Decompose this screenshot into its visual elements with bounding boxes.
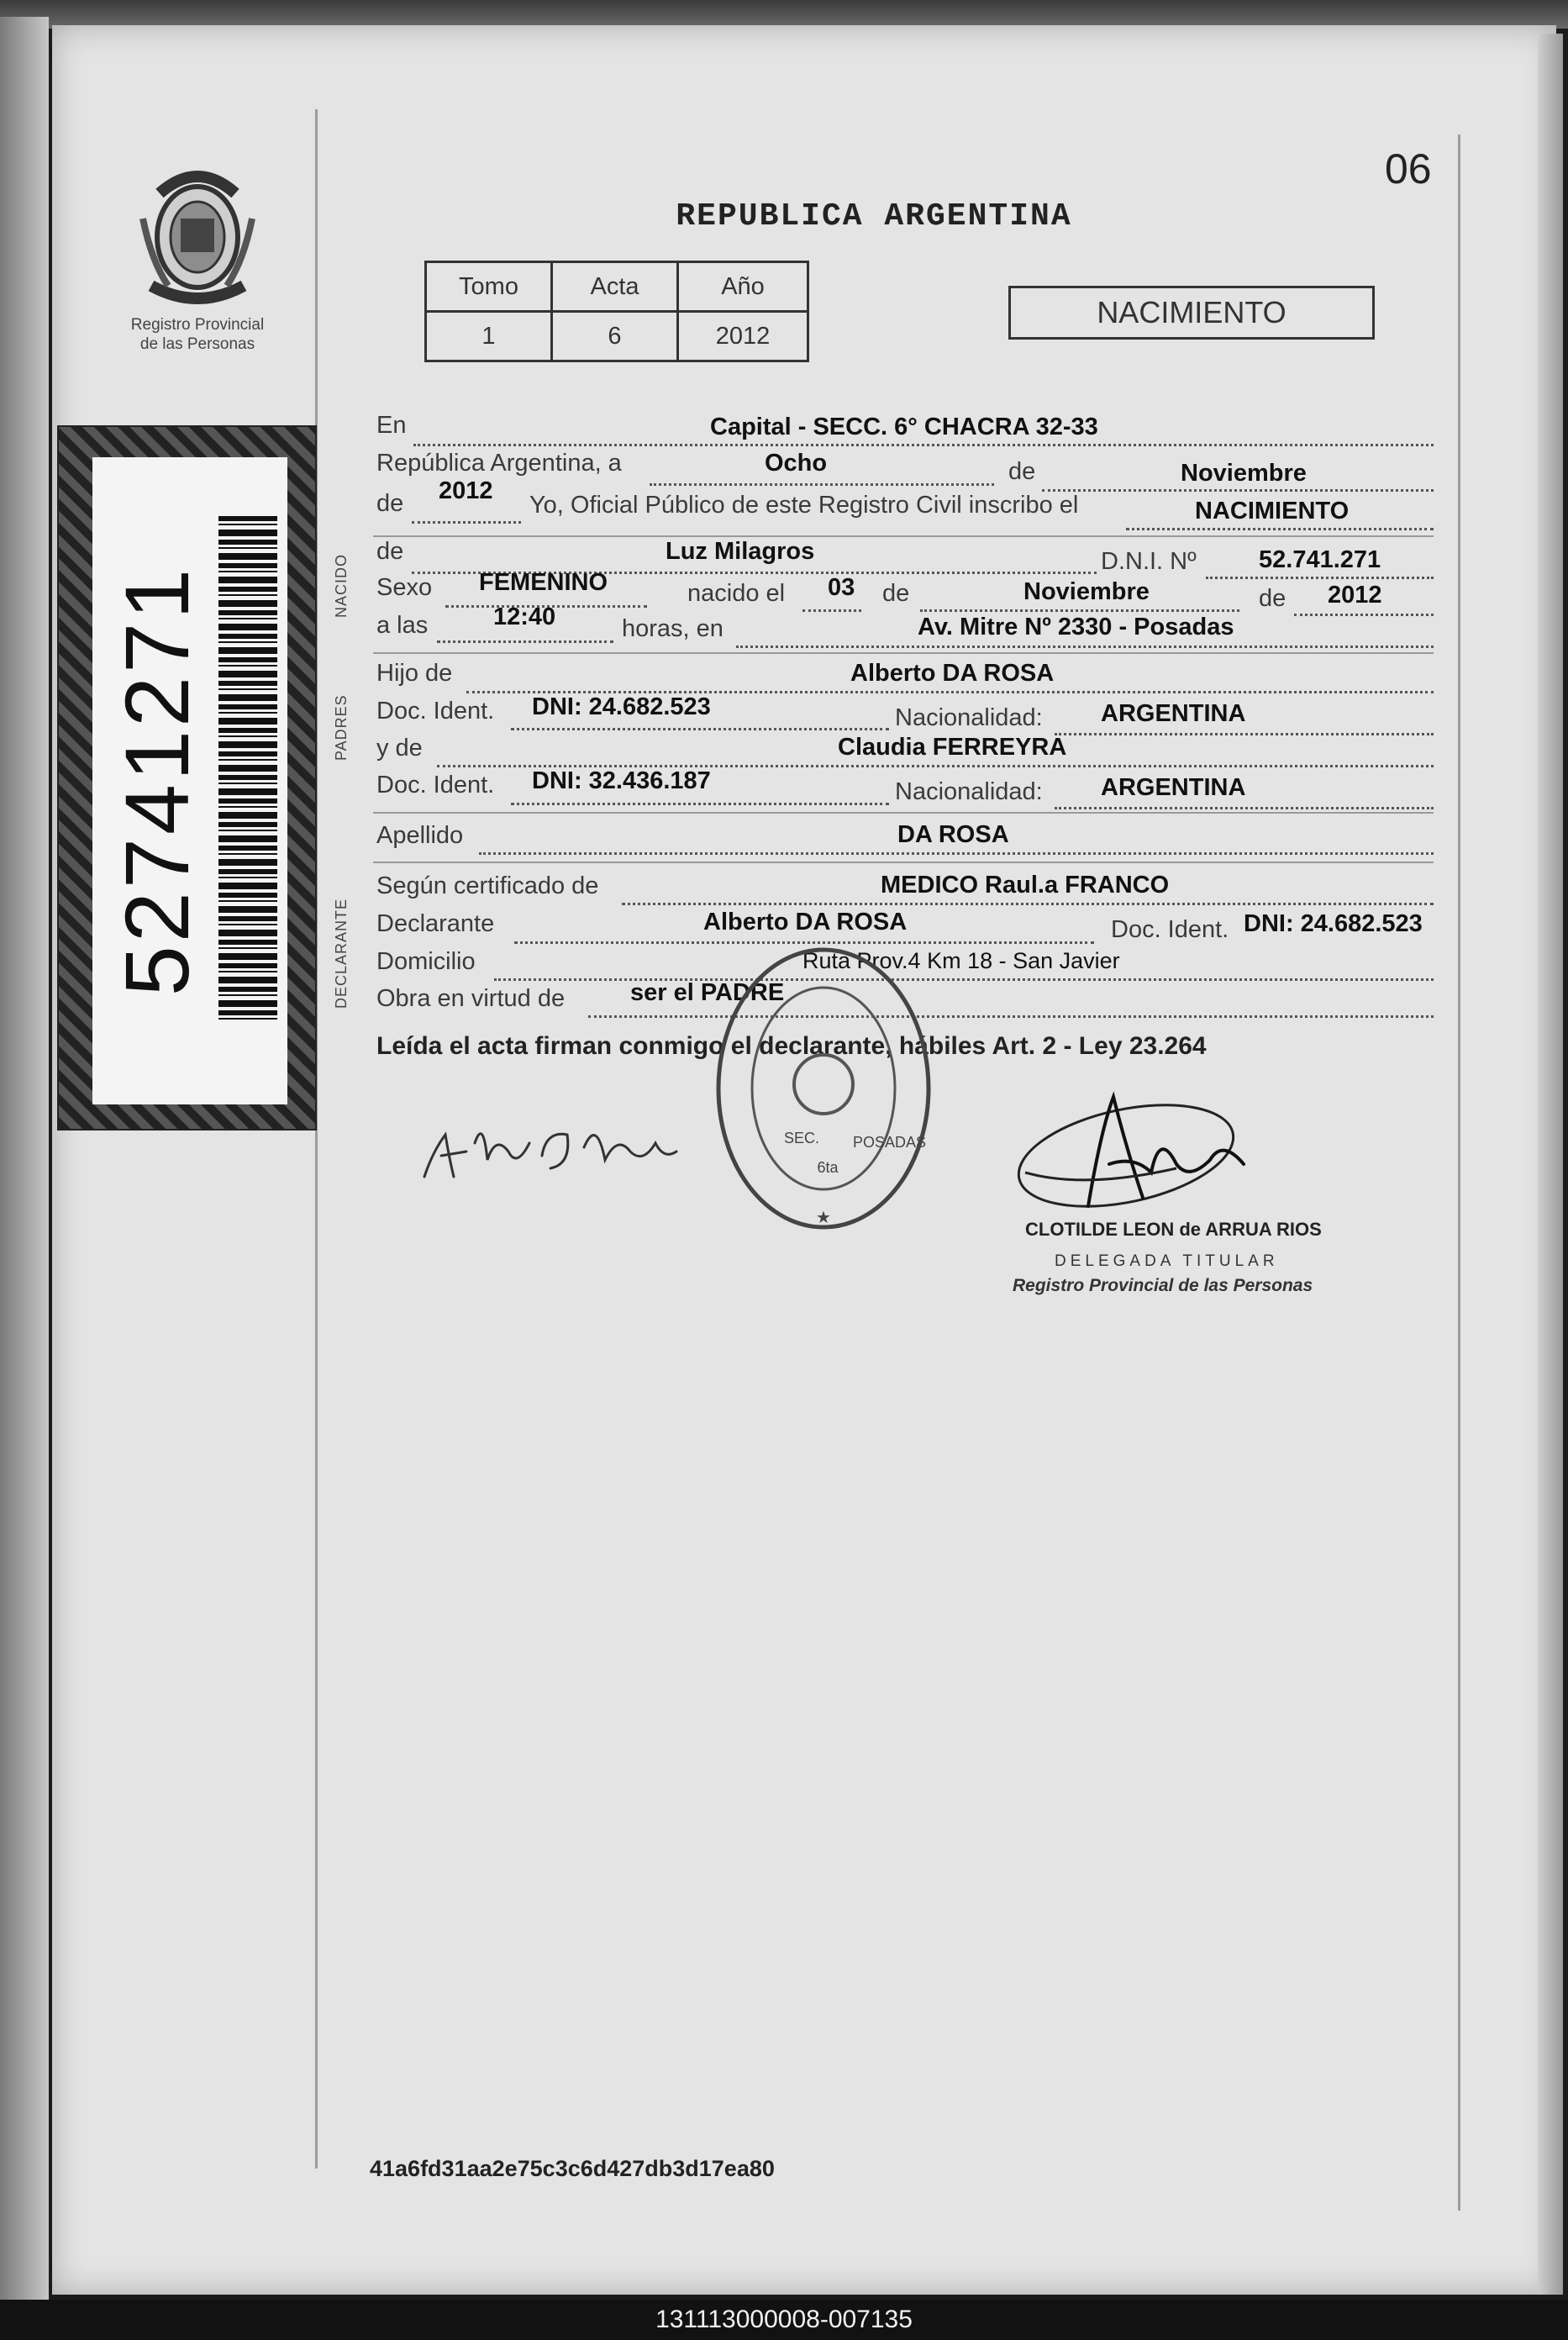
nacido-de-label: de [376, 538, 404, 565]
declarant-signature [403, 1084, 706, 1210]
sexo-value: FEMENINO [479, 569, 608, 596]
father-nationality-value: ARGENTINA [1101, 700, 1246, 727]
declarante-doc-value: DNI: 24.682.523 [1244, 910, 1423, 937]
reference-value-row [426, 312, 808, 361]
de-label: de [1008, 458, 1036, 485]
obra-value: ser el PADRE [630, 979, 785, 1006]
father-nationality-label: Nacionalidad: [895, 704, 1043, 731]
obra-label: Obra en virtud de [376, 985, 566, 1012]
declarante-label: Declarante [376, 910, 495, 937]
official-title: DELEGADA TITULAR [1055, 1252, 1279, 1270]
nacido-el-label: nacido el [687, 580, 786, 607]
apellido-value: DA ROSA [897, 821, 1009, 848]
barcode-number: 52741271 [106, 565, 208, 997]
official-office: Registro Provincial de las Personas [1013, 1276, 1313, 1295]
father-doc-label: Doc. Ident. [376, 698, 495, 725]
birth-month-value: Noviembre [1023, 578, 1150, 605]
declarante-doc-label: Doc. Ident. [1111, 916, 1229, 943]
section-separator [373, 862, 1434, 863]
coat-of-arms-icon [134, 160, 260, 307]
dotted-line [1206, 577, 1434, 579]
birth-place-value: Av. Mitre Nº 2330 - Posadas [918, 614, 1234, 640]
side-label-nacido: NACIDO [333, 553, 350, 618]
father-name-value: Alberto DA ROSA [850, 660, 1055, 687]
left-margin-line [315, 109, 318, 2169]
page-right-edge [1538, 34, 1563, 2295]
birth-de-label: de [882, 580, 910, 607]
book-top-edge [0, 0, 1568, 29]
book-left-edge [0, 17, 49, 2303]
page-number: 06 [1385, 145, 1432, 192]
svg-text:★: ★ [816, 1209, 831, 1227]
mother-doc-label: Doc. Ident. [376, 772, 495, 798]
ref-value-tomo: 1 [426, 312, 552, 361]
dotted-line [802, 609, 861, 612]
dotted-line [622, 903, 1434, 905]
section-separator [373, 535, 1434, 537]
official-signature [1008, 1080, 1260, 1223]
section-separator [373, 652, 1434, 654]
dotted-line [511, 803, 889, 805]
statement-text: Yo, Oficial Público de este Registro Civil inscribo el [529, 492, 1079, 519]
barcode-label-inner [92, 457, 287, 1104]
child-dni-value: 52.741.271 [1259, 546, 1381, 573]
dotted-line [479, 852, 1434, 855]
reference-header-row [426, 262, 808, 312]
domicilio-label: Domicilio [376, 948, 476, 975]
birth-time-value: 12:40 [493, 603, 556, 630]
certificado-label: Según certificado de [376, 872, 599, 899]
official-name: CLOTILDE LEON de ARRUA RIOS [1025, 1219, 1322, 1240]
dotted-line [1294, 614, 1434, 616]
barcode-label [57, 425, 317, 1130]
domicilio-value: Ruta Prov.4 Km 18 - San Javier [802, 948, 1120, 973]
birth-year-value: 2012 [1328, 582, 1382, 609]
logo-text-line1: Registro Provincial [130, 316, 265, 334]
barcode-icon [218, 516, 277, 1020]
month-value: Noviembre [1181, 460, 1307, 487]
dotted-line [511, 728, 889, 730]
footer-code: 131113000008-007135 [0, 2300, 1568, 2340]
father-doc-value: DNI: 24.682.523 [532, 693, 711, 720]
y-de-label: y de [376, 735, 423, 762]
dotted-line [736, 646, 1434, 648]
place-value: Capital - SECC. 6° CHACRA 32-33 [710, 414, 1098, 440]
en-label: En [376, 412, 407, 439]
stamp-inner-text-3: POSADAS [853, 1134, 927, 1151]
mother-nationality-value: ARGENTINA [1101, 774, 1246, 801]
republica-label: República Argentina, a [376, 450, 622, 477]
sexo-label: Sexo [376, 574, 433, 601]
registry-logo [118, 160, 277, 354]
closing-statement: Leída el acta firman conmigo el declarante, hábiles Art. 2 - Ley 23.264 [376, 1032, 1207, 1060]
dni-label: D.N.I. Nº [1101, 548, 1197, 575]
ref-value-ano: 2012 [678, 312, 808, 361]
birth-day-value: 03 [828, 574, 855, 601]
certificate-title: REPUBLICA ARGENTINA [676, 198, 1072, 235]
section-separator [373, 812, 1434, 814]
side-label-declarante: DECLARANTE [333, 898, 350, 1009]
birth-de2-label: de [1259, 585, 1286, 612]
mother-nationality-label: Nacionalidad: [895, 778, 1043, 805]
horas-label: horas, en [622, 615, 723, 642]
mother-doc-value: DNI: 32.436.187 [532, 767, 711, 794]
day-word-value: Ocho [765, 450, 828, 477]
dotted-line [650, 483, 994, 486]
dotted-line [437, 640, 613, 643]
ref-value-acta: 6 [552, 312, 678, 361]
dotted-line [1055, 733, 1434, 735]
year-value: 2012 [439, 477, 493, 504]
document-hash: 41a6fd31aa2e75c3c6d427db3d17ea80 [370, 2156, 775, 2181]
side-label-padres: PADRES [333, 694, 350, 761]
document-type-box: NACIMIENTO [1008, 286, 1375, 340]
ref-header-ano: Año [678, 262, 808, 312]
apellido-label: Apellido [376, 822, 464, 849]
dotted-line [412, 521, 521, 524]
de-label: de [376, 490, 404, 517]
dotted-line [1042, 489, 1434, 492]
stamp-inner-text-2: 6ta [817, 1159, 839, 1176]
act-type-value: NACIMIENTO [1195, 498, 1350, 524]
right-margin-line [1458, 134, 1460, 2211]
ref-header-tomo: Tomo [426, 262, 552, 312]
official-stamp-icon [706, 937, 941, 1240]
ref-header-acta: Acta [552, 262, 678, 312]
reference-table [424, 261, 809, 362]
dotted-line [920, 609, 1239, 612]
dotted-line [413, 444, 1434, 446]
mother-name-value: Claudia FERREYRA [838, 734, 1067, 761]
child-name-value: Luz Milagros [666, 538, 815, 565]
hijo-de-label: Hijo de [376, 660, 453, 687]
a-las-label: a las [376, 612, 429, 639]
dotted-line [1126, 528, 1434, 530]
declarante-value: Alberto DA ROSA [703, 909, 908, 935]
logo-text-line2: de las Personas [139, 335, 255, 353]
stamp-inner-text-1: SEC. [783, 1130, 819, 1146]
dotted-line [1055, 807, 1434, 809]
certificado-value: MEDICO Raul.a FRANCO [881, 872, 1170, 899]
